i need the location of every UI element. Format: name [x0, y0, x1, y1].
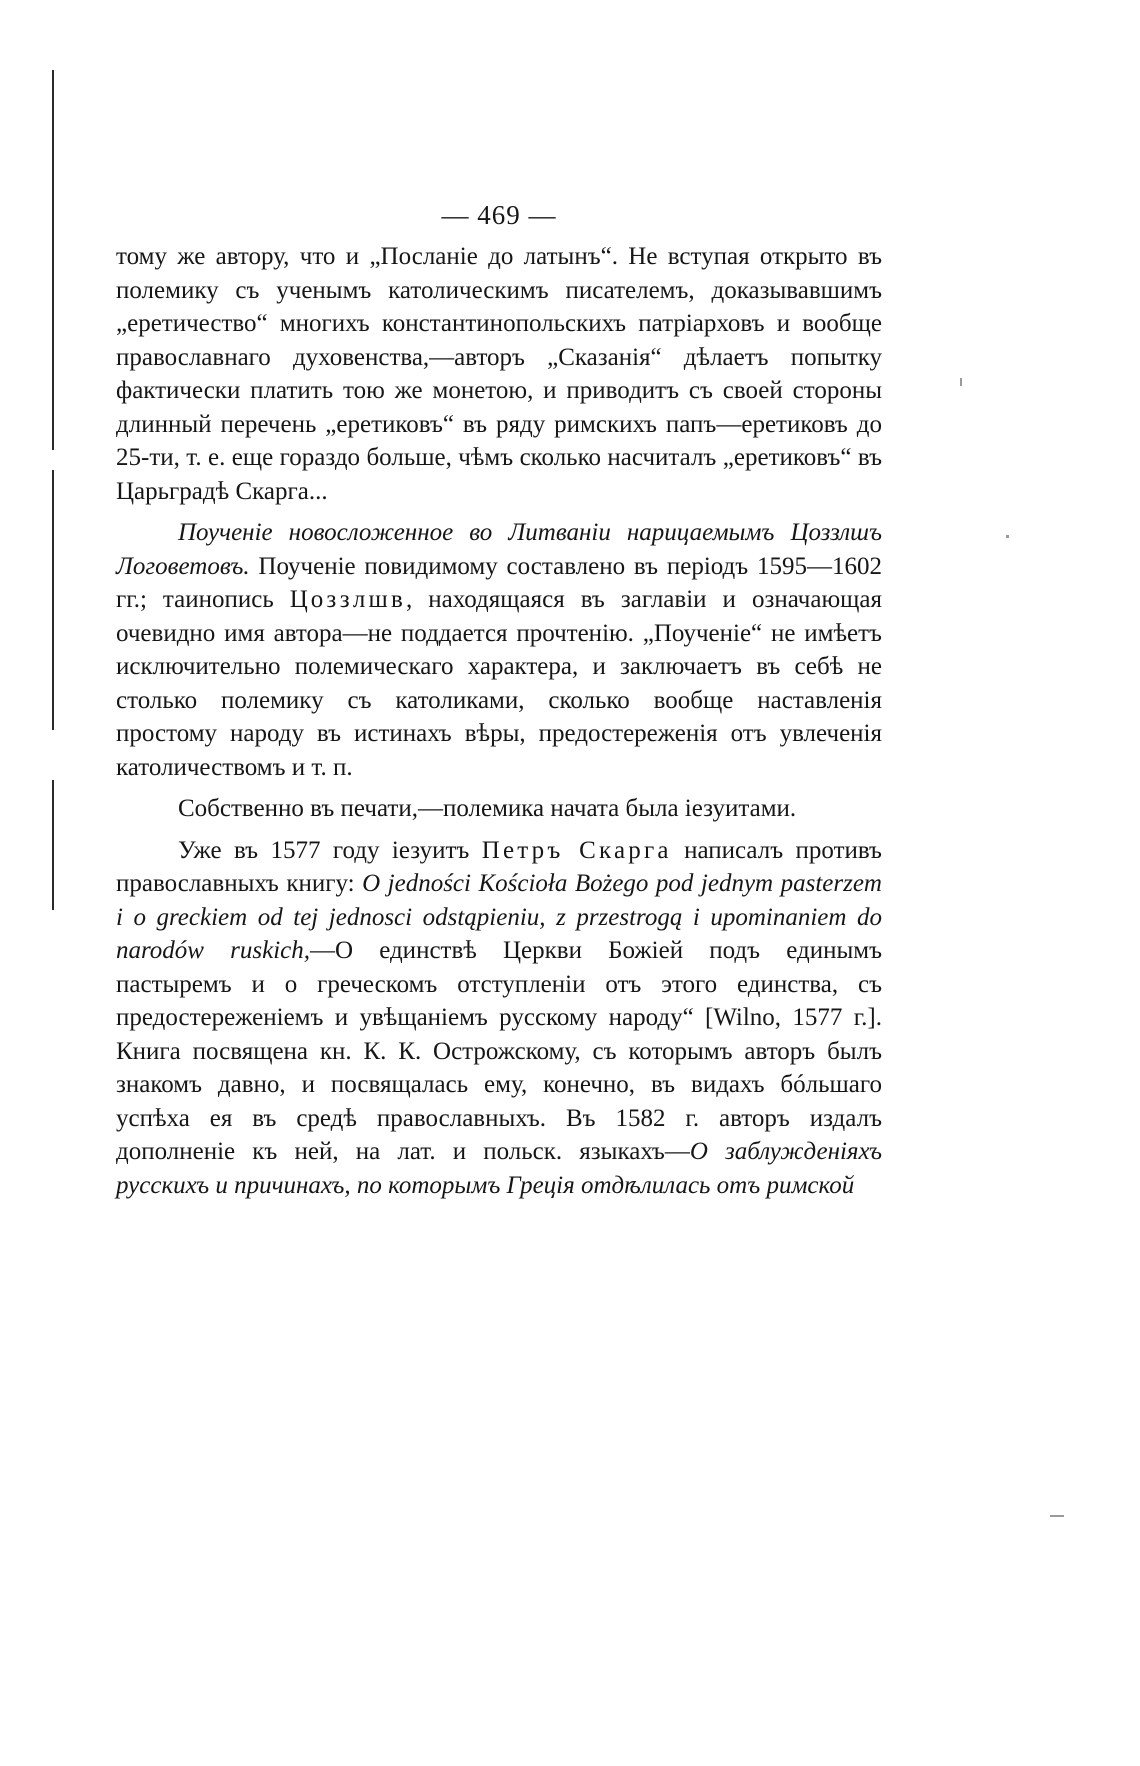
scan-speck: [1006, 535, 1009, 538]
spaced-text: Цоззлшв: [289, 586, 406, 613]
text-segment: тому же автору, что и „Посланіе до латынъ“. Не вступая открыто въ полемику съ ученымъ католическимъ писателемъ, доказывавшимъ „еретичество“ многихъ константинопольскихъ патріарховъ и вообще православнаго духовенства,—авторъ „Сказанія“ дѣлаетъ попытку фактически платить тою же монетою, и приводитъ съ своей стороны длинный перечень „еретиковъ“ въ ряду римскихъ папъ—еретиковъ до 25-ти, т. е. еще гораздо больше, чѣмъ сколько насчиталъ „еретиковъ“ въ Царьградѣ Скарга...: [116, 243, 882, 505]
text-segment: —О единствѣ Церкви Божіей подъ единымъ пастыремъ и о греческомъ отступленіи отъ этого единства, съ предостереженіемъ и увѣщаніемъ русскому народу“ [Wilno, 1577 г.]. Книга посвящена кн. К. К. Острожскому, съ которымъ авторъ былъ знакомъ давно, и посвящалась ему, конечно, въ видахъ бóльшаго успѣха ея въ средѣ православныхъ. Въ 1582 г. авторъ издалъ дополненіе къ ней, на лат. и польск. языкахъ—: [116, 937, 882, 1165]
page-number: — 469 —: [441, 200, 557, 230]
book-title-italic: Поученіе новосложенное во Литваніи нарицаемымъ Цоззлшъ Логоветовъ.: [116, 519, 882, 580]
scan-speck: [960, 378, 962, 386]
paragraph-print-polemic: [116, 792, 882, 826]
text-segment: Поученіе повидимому составлено въ періодъ 1595—1602 гг.; таинопись: [116, 552, 882, 613]
scan-edge-line: [52, 470, 54, 730]
paragraph-skarga-heresy: [116, 240, 882, 508]
text-segment: Собственно въ печати,—полемика начата была іезуитами.: [178, 795, 797, 822]
text-segment: написалъ противъ православныхъ книгу:: [116, 836, 882, 897]
book-title-italic: О заблужденіяхъ русскихъ и причинахъ, по которымъ Греція отдѣлилась отъ римской: [116, 1138, 882, 1199]
book-title-italic: O jedności Kościoła Bożego pod jednym pasterzem i o greckiem od tej jednosci odstąpieniu, z przestrogą i upominaniem do narodów ruskich,: [116, 870, 882, 964]
text-segment: , находящаяся въ заглавіи и означающая очевидно имя автора—не поддается прочтенію. „Поученіе“ не имѣетъ исключительно полемическаго характера, и заключаетъ въ себѣ не столько полемику съ католиками, сколько вообще наставленія простому народу въ истинахъ вѣры, предостереженія отъ увлеченія католичествомъ и т. п.: [116, 586, 882, 781]
spaced-text: Петръ Скарга: [481, 836, 672, 864]
scan-edge-line: [52, 70, 54, 450]
paragraph-pouchenie: [116, 516, 882, 784]
scan-edge-line: [52, 780, 54, 910]
book-page-text: [116, 190, 882, 1202]
scan-speck: [1050, 1515, 1064, 1517]
text-segment: Уже въ 1577 году іезуитъ: [178, 836, 482, 864]
paragraph-skarga-1577: [116, 834, 882, 1203]
